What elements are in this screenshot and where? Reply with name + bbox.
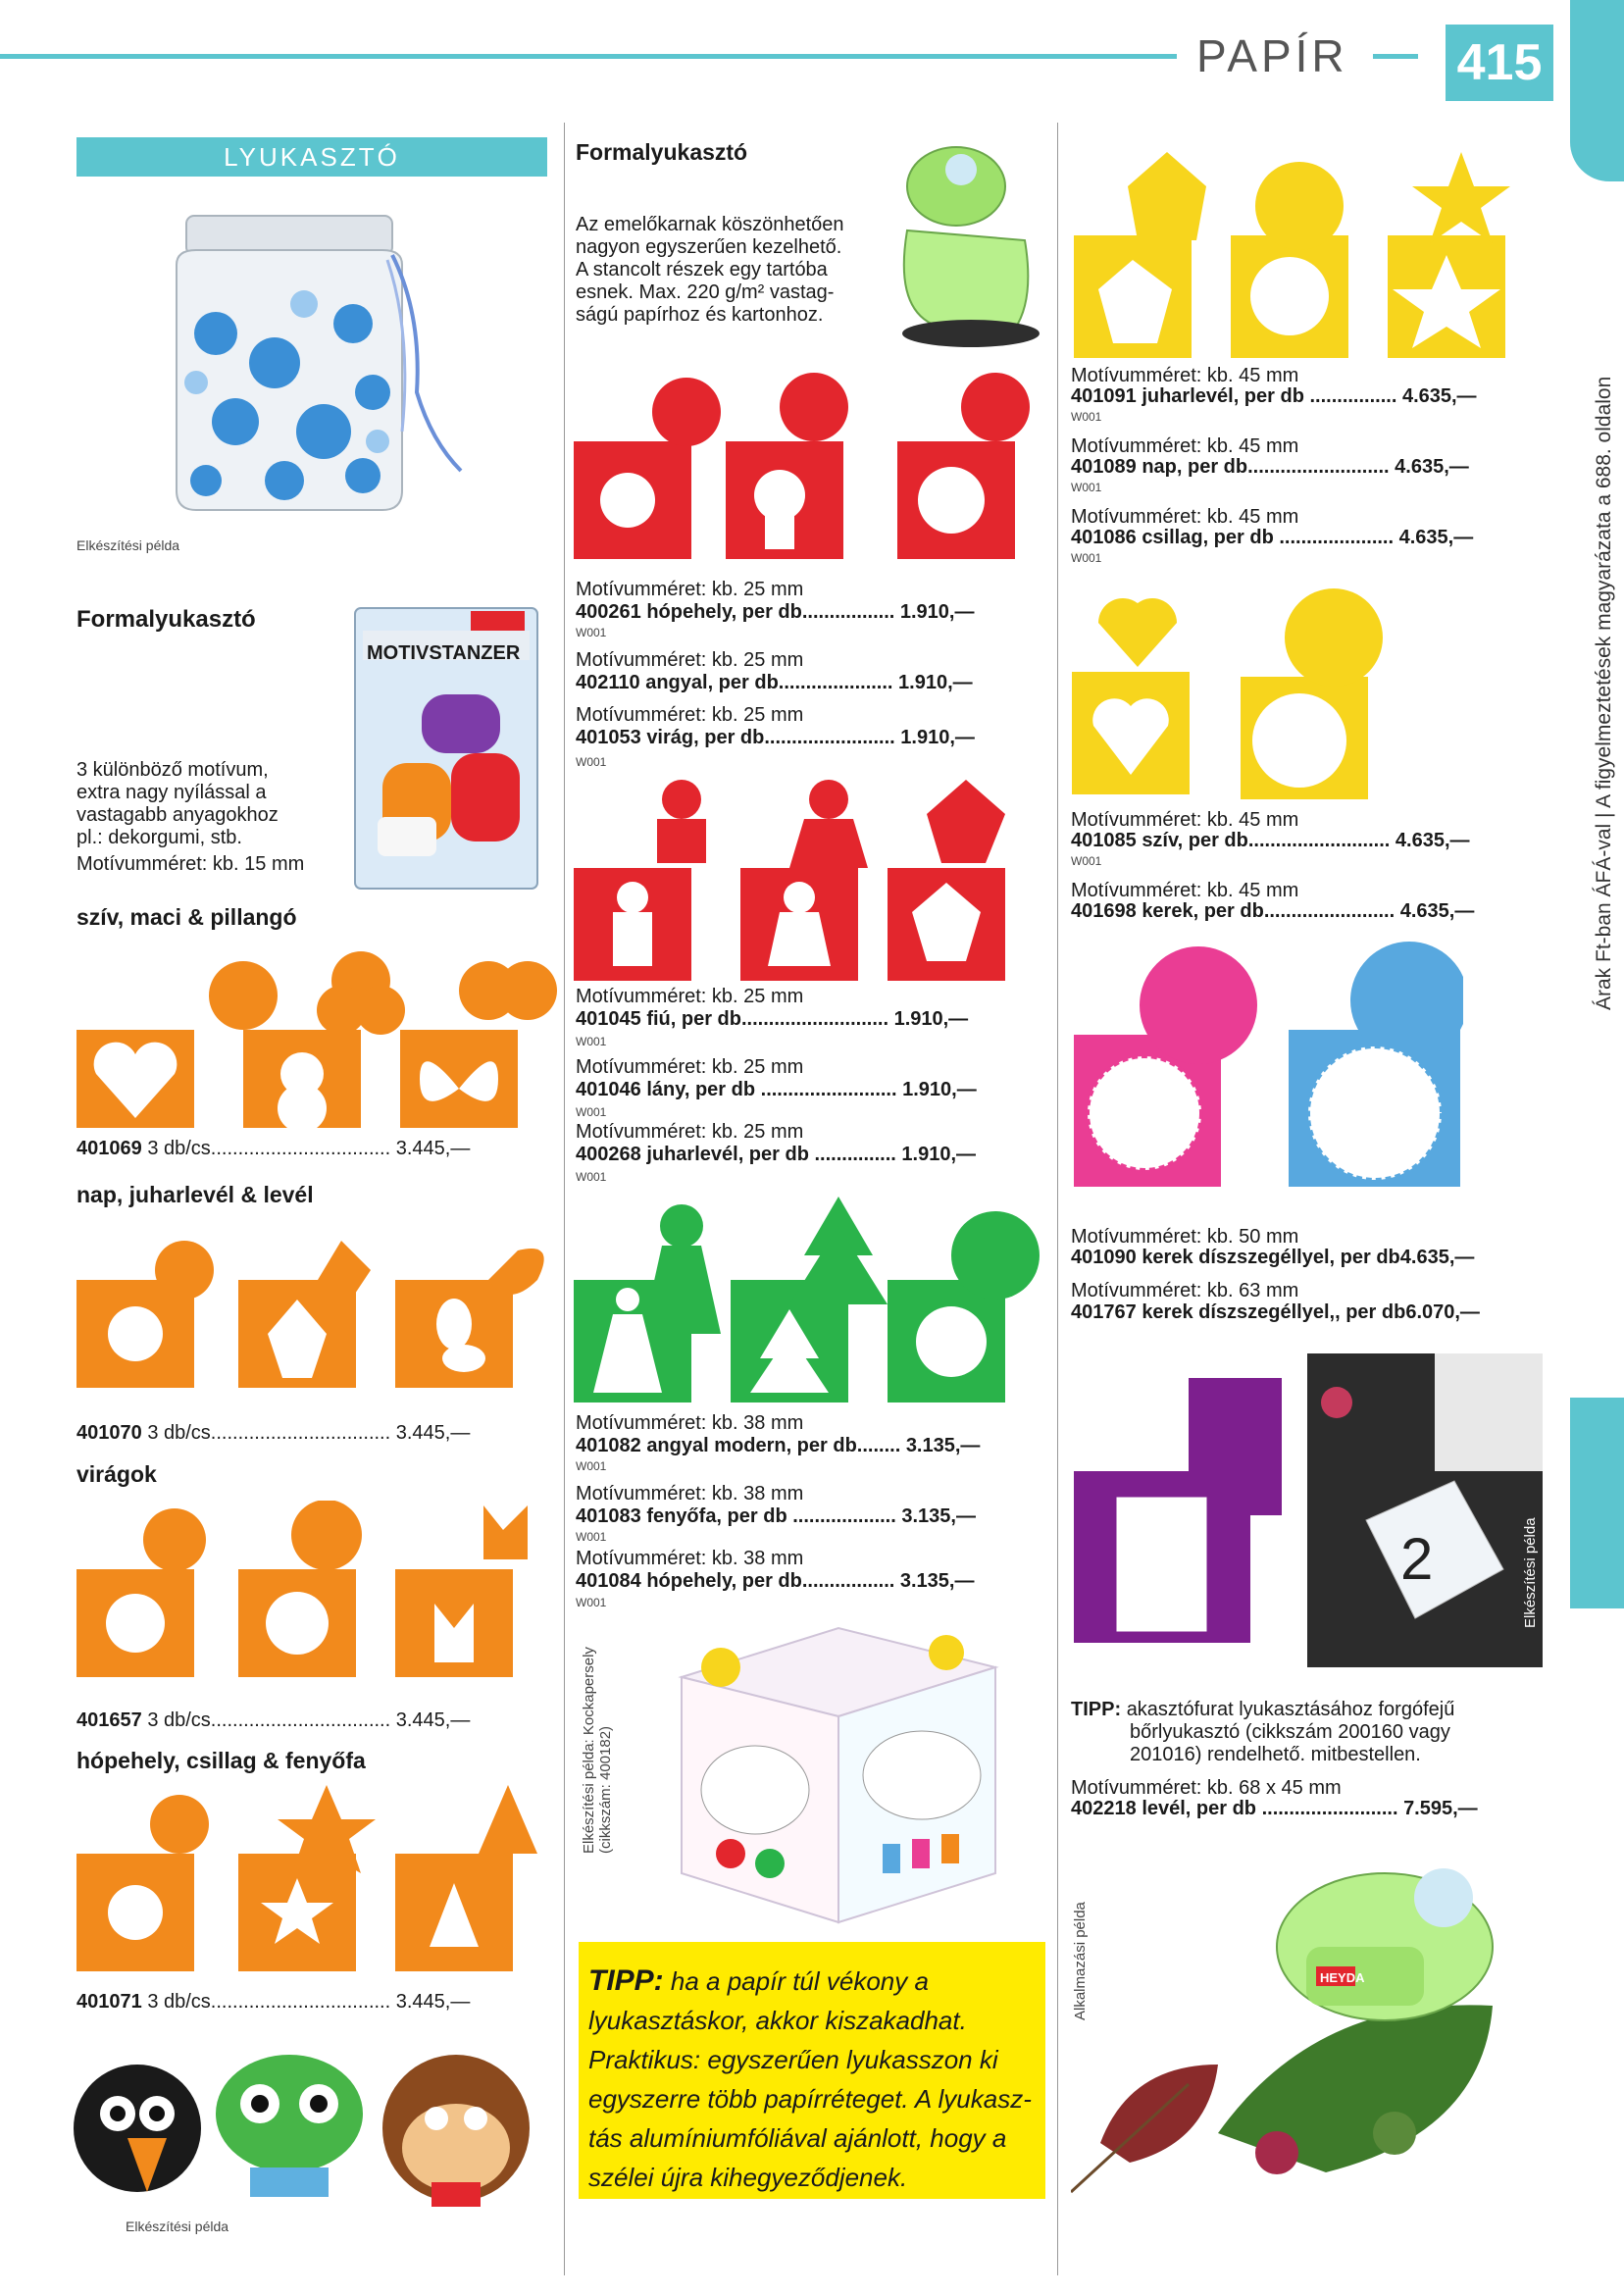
- tip-line: szélei újra kihegyeződjenek.: [588, 2163, 908, 2192]
- item-note: W001: [1071, 481, 1102, 494]
- orange-punch-samples: [76, 951, 557, 1148]
- item-code: 401657: [76, 1709, 142, 1731]
- package-label: MOTIVSTANZER: [367, 642, 521, 664]
- item-code: 401045: [576, 1008, 641, 1030]
- item-code: 401698: [1071, 900, 1137, 922]
- item-price: 7.595,—: [1403, 1798, 1478, 1819]
- item-size: Motívumméret: kb. 38 mm: [576, 1548, 804, 1569]
- tip2-line: [1071, 1699, 1454, 1721]
- item-code: 401084: [576, 1570, 641, 1592]
- item-pack: 3 db/cs.................................: [147, 1709, 391, 1731]
- category-banner: LYUKASZTÓ: [76, 137, 547, 177]
- item-price: 4.635,—: [1398, 527, 1474, 548]
- yellow-punch-samples: [1069, 147, 1540, 358]
- item-code: 401090: [1071, 1247, 1137, 1268]
- tip-line: tás alumíniumfóliával ajánlott, hogy a: [588, 2123, 1007, 2153]
- item-label: virág, per db........................: [646, 727, 895, 748]
- item-price: 3.445,—: [395, 1422, 471, 1444]
- item-size: Motívumméret: kb. 45 mm: [1071, 435, 1299, 457]
- item-code: 401091: [1071, 385, 1137, 407]
- item-price-row: [576, 672, 973, 694]
- item-code: 402110: [576, 672, 640, 693]
- item-size: Motívumméret: kb. 25 mm: [576, 579, 804, 600]
- caption-line: Elkészítési példa: Kockapersely: [581, 1647, 597, 1854]
- green-punch-samples: [574, 1197, 1044, 1407]
- item-label: csillag, per db .....................: [1142, 527, 1395, 548]
- purple-tag-samples: [1071, 1358, 1306, 1648]
- item-size: Motívumméret: kb. 38 mm: [576, 1483, 804, 1504]
- tip2-block: [1071, 1699, 1454, 1766]
- page-number: 415: [1446, 25, 1553, 101]
- box-caption: [581, 1647, 614, 1854]
- item-price: 4.635,—: [1395, 456, 1469, 478]
- item-code: 400268: [576, 1144, 641, 1165]
- item-price-row: [76, 1422, 470, 1445]
- item-size: Motívumméret: kb. 45 mm: [1071, 809, 1299, 831]
- column-divider-1: [564, 123, 565, 2275]
- item-size: Motívumméret: kb. 68 x 45 mm: [1071, 1777, 1342, 1799]
- item-pack: 3 db/cs.................................: [147, 1991, 391, 2013]
- item-name: virágok: [76, 1461, 157, 1487]
- item-code: 401085: [1071, 830, 1137, 851]
- caption-line: (cikkszám: 400182): [597, 1725, 614, 1854]
- item-note: W001: [576, 1105, 607, 1119]
- item-price-row: [1071, 1798, 1478, 1820]
- item-label: fenyőfa, per db ...................: [646, 1505, 896, 1527]
- item-note: W001: [576, 1530, 607, 1544]
- item-price-row: [1071, 830, 1470, 852]
- item-price: 4.635,—: [1401, 385, 1477, 407]
- tag-number: 2: [1400, 1526, 1434, 1592]
- item-label: kerek díszszegéllyel,, per db: [1142, 1301, 1406, 1323]
- item-price-row: [76, 1138, 470, 1160]
- item-price-row: [576, 727, 975, 749]
- cube-box-image: [662, 1608, 1015, 1937]
- red-punch-samples: [574, 775, 1044, 986]
- item-label: hópehely, per db.................: [646, 601, 895, 623]
- item-label: juharlevél, per db ...............: [646, 1144, 896, 1165]
- item-label: lány, per db .........................: [646, 1079, 897, 1100]
- item-label: kerek díszszegéllyel, per db: [1142, 1247, 1400, 1268]
- orange-punch-samples: [76, 1241, 557, 1398]
- item-size: Motívumméret: kb. 25 mm: [576, 1056, 804, 1078]
- gift-photo: [1307, 1353, 1543, 1667]
- tip2-label: TIPP:: [1071, 1699, 1122, 1720]
- desc-line: esnek. Max. 220 g/m² vastag-: [576, 281, 835, 303]
- tip-line: egyszerre több papírréteget. A lyukasz-: [588, 2084, 1032, 2114]
- item-price: 3.445,—: [395, 1991, 471, 2013]
- tip2-line: 201016) rendelhető. mitbestellen.: [1130, 1744, 1421, 1765]
- item-price: 4.635,—: [1399, 1247, 1475, 1268]
- item-price-row: [576, 1008, 968, 1031]
- item-size: Motívumméret: kb. 25 mm: [576, 986, 804, 1007]
- item-code: 401083: [576, 1505, 641, 1527]
- desc-line: Az emelőkarnak köszönhetően: [576, 214, 844, 235]
- item-price: 3.445,—: [395, 1709, 471, 1731]
- tip-line: Praktikus: egyszerűen lyukasszon ki: [588, 2045, 998, 2074]
- item-price: 1.910,—: [902, 1079, 977, 1100]
- item-price-row: [576, 1144, 976, 1166]
- item-size: Motívumméret: kb. 25 mm: [576, 704, 804, 726]
- item-price: 1.910,—: [901, 1144, 976, 1165]
- item-code: 401089: [1071, 456, 1137, 478]
- item-code: 401070: [76, 1422, 142, 1444]
- item-code: 401767: [1071, 1301, 1137, 1323]
- item-size: Motívumméret: kb. 45 mm: [1071, 880, 1299, 901]
- column-divider-2: [1057, 123, 1058, 2275]
- animal-masks-image: [74, 2045, 534, 2212]
- item-size: Motívumméret: kb. 25 mm: [576, 1121, 804, 1143]
- item-price: 1.910,—: [899, 601, 975, 623]
- desc-line: A stancolt részek egy tartóba: [576, 259, 828, 280]
- item-price: 3.135,—: [901, 1505, 976, 1527]
- item-price-row: [1071, 1301, 1480, 1324]
- jar-image: [167, 196, 481, 520]
- item-price-row: [576, 1505, 976, 1528]
- tip-text: [588, 1962, 1040, 2197]
- item-note: W001: [1071, 551, 1102, 565]
- side-note: Árak Ft-ban ÁFÁ-val | A figyelmeztetések magyarázata a 688. oldalon: [1593, 376, 1615, 1010]
- item-price-row: [576, 1570, 974, 1593]
- tip2-line-text: akasztófurat lyukasztásához forgófejű: [1126, 1699, 1455, 1720]
- item-price-row: [1071, 1247, 1474, 1269]
- col2-desc: [576, 214, 844, 327]
- item-code: 400261: [576, 601, 641, 623]
- item-label: hópehely, per db.................: [646, 1570, 895, 1592]
- item-label: nap, per db..........................: [1142, 456, 1390, 478]
- item-price: 4.635,—: [1399, 900, 1475, 922]
- header-line-left: [0, 54, 1177, 59]
- item-price-row: [76, 1991, 470, 2014]
- item-size: Motívumméret: kb. 25 mm: [576, 649, 804, 671]
- item-size: Motívumméret: kb. 63 mm: [1071, 1280, 1299, 1301]
- red-punch-samples: [574, 373, 1044, 564]
- col2-title: Formalyukasztó: [576, 139, 748, 165]
- item-price-row: [1071, 456, 1469, 479]
- tip-line-text: ha a papír túl vékony a: [663, 1966, 929, 1996]
- orange-punch-samples: [76, 1785, 557, 1981]
- header-line-mid: [1373, 54, 1418, 59]
- item-name: nap, juharlevél & levél: [76, 1182, 314, 1207]
- item-code: 402218: [1071, 1798, 1137, 1819]
- item-price: 3.445,—: [395, 1138, 471, 1159]
- item-price-row: [1071, 385, 1477, 408]
- jar-caption: Elkészítési példa: [76, 537, 180, 553]
- scalloped-punch-samples: [1071, 942, 1463, 1192]
- photo-caption: Elkészítési példa: [1522, 1517, 1539, 1628]
- punch-device-image: [888, 142, 1040, 348]
- item-price: 3.135,—: [899, 1570, 975, 1592]
- item-note: W001: [576, 626, 607, 639]
- item-price: 3.135,—: [905, 1435, 981, 1456]
- item-code: 401046: [576, 1079, 641, 1100]
- desc-line: 3 különböző motívum,: [76, 759, 269, 781]
- item-note: W001: [576, 1459, 607, 1473]
- item-code: 401082: [576, 1435, 641, 1456]
- item-size: Motívumméret: kb. 45 mm: [1071, 506, 1299, 528]
- item-label: kerek, per db........................: [1142, 900, 1396, 922]
- item-label: fiú, per db...........................: [646, 1008, 889, 1030]
- item-label: juharlevél, per db ................: [1142, 385, 1397, 407]
- item-pack: 3 db/cs.................................: [147, 1138, 391, 1159]
- item-price-row: [576, 601, 974, 624]
- item-label: angyal, per db.....................: [645, 672, 893, 693]
- item-code: 401071: [76, 1991, 142, 2013]
- item-code: 401053: [576, 727, 641, 748]
- item-price-row: [1071, 527, 1473, 549]
- tip-label: TIPP:: [588, 1964, 664, 1997]
- item-size: Motívumméret: kb. 38 mm: [576, 1412, 804, 1434]
- tip-line: lyukasztáskor, akkor kiszakadhat.: [588, 2006, 967, 2035]
- item-price-row: [576, 1435, 980, 1457]
- item-note: W001: [576, 1596, 607, 1609]
- col1-desc: [76, 759, 304, 876]
- item-price-row: [1071, 900, 1474, 923]
- item-price: 1.910,—: [898, 672, 973, 693]
- desc-line: Motívumméret: kb. 15 mm: [76, 853, 305, 875]
- col1-title: Formalyukasztó: [76, 606, 256, 633]
- item-note: W001: [576, 1170, 607, 1184]
- item-note: W001: [1071, 854, 1102, 868]
- item-price-row: [76, 1709, 470, 1732]
- tip-line: [588, 1962, 1040, 2001]
- item-pack: 3 db/cs.................................: [147, 1422, 391, 1444]
- item-price: 1.910,—: [900, 727, 975, 748]
- item-size: Motívumméret: kb. 45 mm: [1071, 365, 1299, 386]
- leaf-punch-image: [1071, 1839, 1537, 2202]
- item-label: angyal modern, per db........: [646, 1435, 901, 1456]
- item-price: 6.070,—: [1405, 1301, 1480, 1323]
- punch-brand: HEYDA: [1320, 1970, 1365, 1985]
- item-price: 1.910,—: [893, 1008, 969, 1030]
- desc-line: nagyon egyszerűen kezelhető.: [576, 236, 842, 258]
- item-label: szív, per db..........................: [1142, 830, 1391, 851]
- item-note: W001: [1071, 410, 1102, 424]
- item-label: levél, per db .........................: [1142, 1798, 1398, 1819]
- item-note: W001: [576, 1035, 607, 1048]
- item-note: W001: [576, 755, 607, 769]
- item-code: 401069: [76, 1138, 142, 1159]
- item-size: Motívumméret: kb. 50 mm: [1071, 1226, 1299, 1248]
- section-title: PAPÍR: [1196, 30, 1348, 81]
- app-caption: Alkalmazási példa: [1072, 1902, 1089, 2020]
- desc-line: extra nagy nyílással a: [76, 782, 267, 803]
- desc-line: ságú papírhoz és kartonhoz.: [576, 304, 824, 326]
- item-price: 4.635,—: [1395, 830, 1470, 851]
- tip2-line: bőrlyukasztó (cikkszám 200160 vagy: [1130, 1721, 1450, 1743]
- item-name: hópehely, csillag & fenyőfa: [76, 1748, 366, 1773]
- tab-mid: [1570, 1398, 1624, 1608]
- tab-top: [1570, 0, 1624, 181]
- item-price-row: [576, 1079, 977, 1101]
- item-code: 401086: [1071, 527, 1137, 548]
- desc-line: vastagabb anyagokhoz: [76, 804, 279, 826]
- bottom-caption: Elkészítési példa: [126, 2218, 229, 2234]
- item-name: szív, maci & pillangó: [76, 904, 297, 930]
- orange-punch-samples: [76, 1501, 557, 1687]
- yellow-punch-samples: [1069, 579, 1402, 804]
- desc-line: pl.: dekorgumi, stb.: [76, 827, 242, 848]
